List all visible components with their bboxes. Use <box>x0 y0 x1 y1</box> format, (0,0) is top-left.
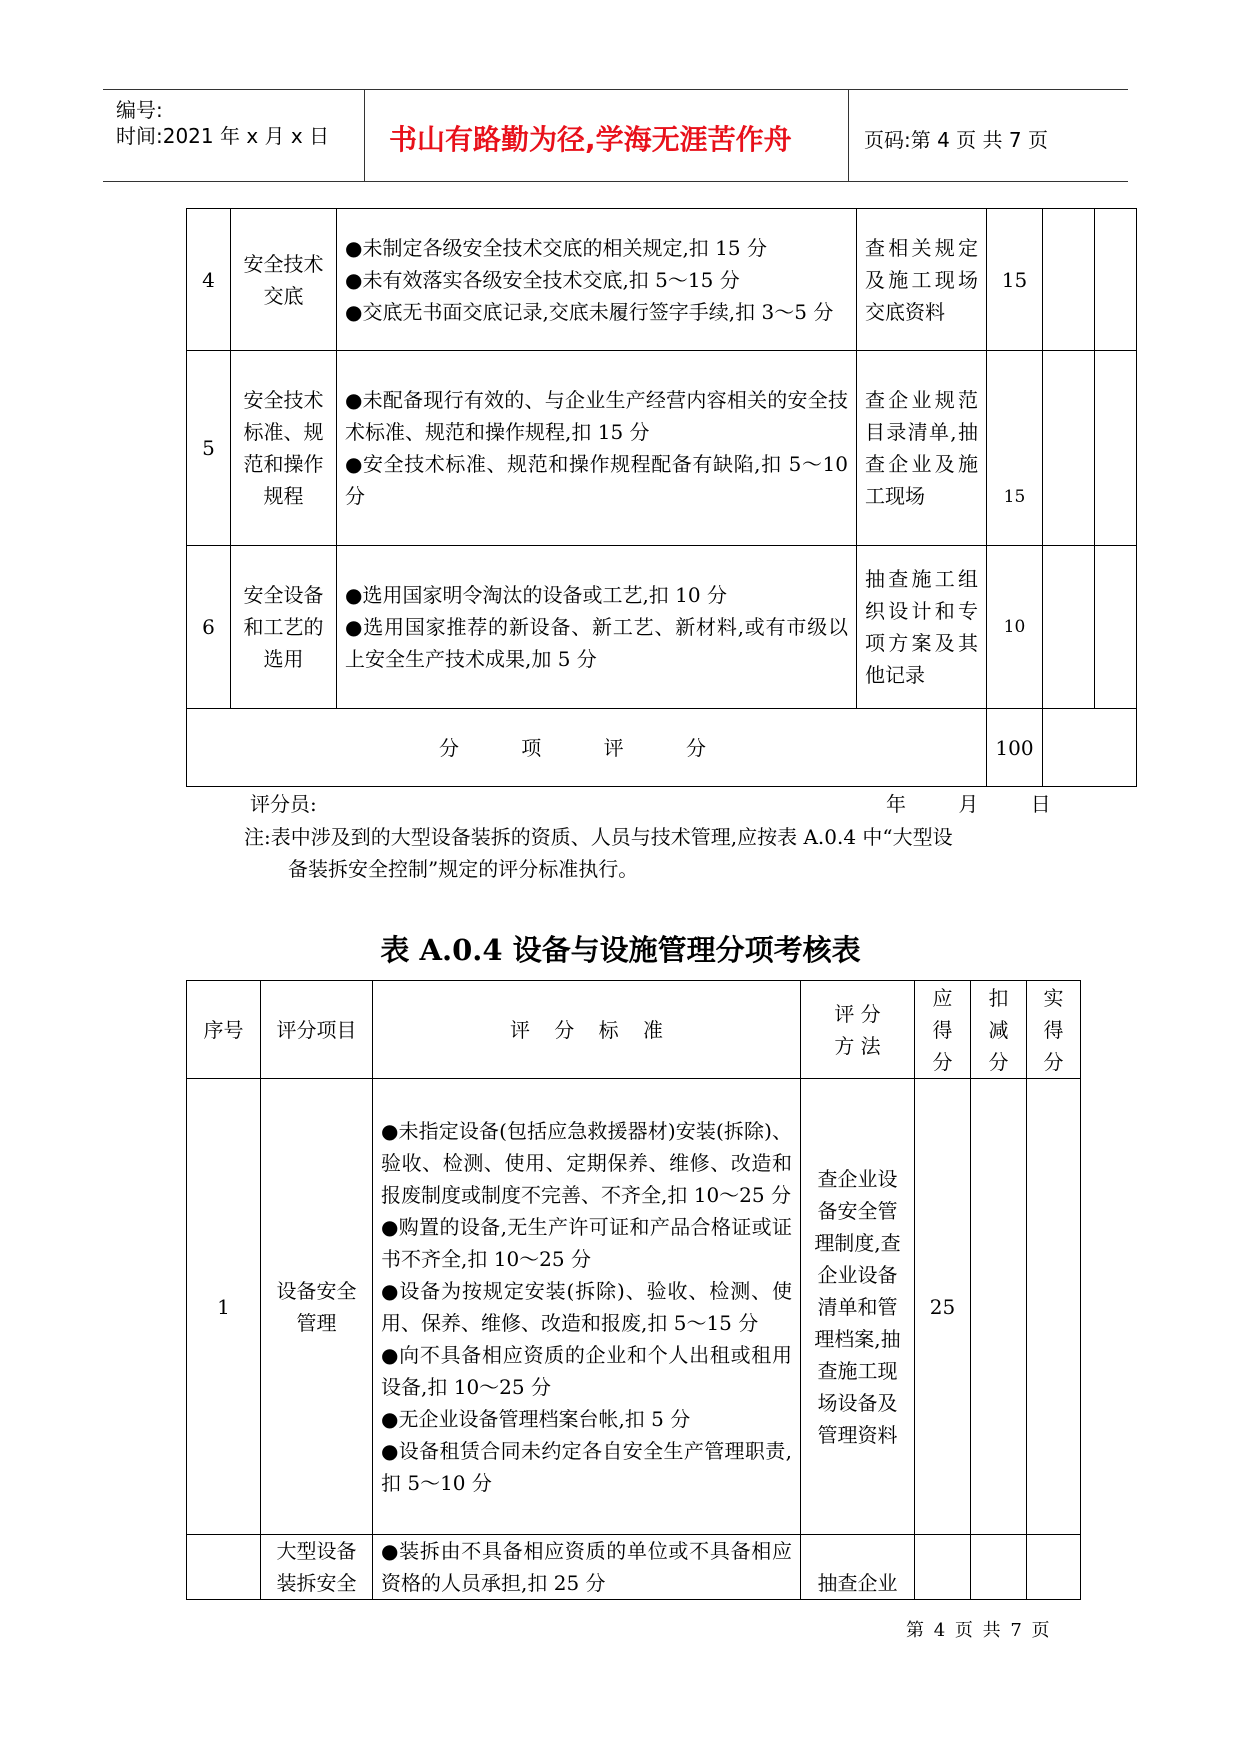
score-cell: 15 <box>987 351 1043 546</box>
doc-time-label: 时间:2021 年 x 月 x 日 <box>116 124 330 148</box>
page-footer: 第 4 页 共 7 页 <box>906 1620 1050 1641</box>
doc-number-label: 编号: <box>116 98 163 122</box>
header-top-rule <box>103 89 1128 90</box>
note-line-2: 备装拆安全控制”规定的评分标准执行。 <box>288 857 639 881</box>
seq-cell <box>187 1535 261 1600</box>
method-cell: 查企业规范目录清单,抽查企业及施工现场 <box>857 351 987 546</box>
header-divider-left <box>364 89 365 181</box>
header-seq: 序号 <box>187 981 261 1079</box>
score-date: 年 月 日 <box>886 792 1051 816</box>
criteria-line: ●交底无书面交底记录,交底未履行签字手续,扣 3～5 分 <box>345 299 834 324</box>
actual-cell <box>1027 1535 1081 1600</box>
item-cell: 安全设备和工艺的选用 <box>231 546 337 709</box>
header-deduct: 扣减分 <box>971 981 1027 1079</box>
page-number-label: 页码:第 4 页 共 7 页 <box>864 128 1048 152</box>
table-row <box>187 546 1137 709</box>
subtotal-score: 100 <box>987 709 1043 787</box>
header-row <box>187 981 1081 1079</box>
score-cell <box>915 1535 971 1600</box>
criteria-line: ●未指定设备(包括应急救援器材)安装(拆除)、验收、检测、使用、定期保养、维修、改造和报废制度或制度不完善、不齐全,扣 10～25 分 <box>381 1118 792 1207</box>
seq-cell: 4 <box>187 209 231 351</box>
deduct-cell <box>1043 351 1095 546</box>
table-title: 表 A.0.4 设备与设施管理分项考核表 <box>380 933 861 967</box>
header-due: 应得分 <box>915 981 971 1079</box>
method-cell: 抽查企业 <box>801 1535 915 1600</box>
method-cell: 抽查施工组织设计和专项方案及其他记录 <box>857 546 987 709</box>
criteria-cell <box>337 546 857 709</box>
item-cell: 设备安全管理 <box>261 1079 373 1535</box>
criteria-line: ●未有效落实各级安全技术交底,扣 5～15 分 <box>345 267 740 292</box>
deduct-cell <box>971 1079 1027 1535</box>
header-criteria: 评 分 标 准 <box>373 981 801 1079</box>
criteria-line: ●未制定各级安全技术交底的相关规定,扣 15 分 <box>345 235 767 260</box>
criteria-line: ●安全技术标准、规范和操作规程配备有缺陷,扣 5～10 分 <box>345 452 848 508</box>
criteria-line: ●设备租赁合同未约定各自安全生产管理职责,扣 5～10 分 <box>381 1438 792 1495</box>
criteria-cell <box>337 351 857 546</box>
note-line-1: 注:表中涉及到的大型设备装拆的资质、人员与技术管理,应按表 A.0.4 中“大型设 <box>244 825 953 849</box>
subtotal-label: 分 项 评 分 <box>187 709 987 787</box>
score-cell: 10 <box>987 546 1043 709</box>
table-row <box>187 1535 1081 1600</box>
method-cell: 查相关规定及施工现场交底资料 <box>857 209 987 351</box>
header-actual: 实得分 <box>1027 981 1081 1079</box>
actual-cell <box>1095 546 1137 709</box>
criteria-line: ●设备为按规定安装(拆除)、验收、检测、使用、保养、维修、改造和报废,扣 5～15 分 <box>381 1278 792 1335</box>
item-cell: 安全技术交底 <box>231 209 337 351</box>
seq-cell: 6 <box>187 546 231 709</box>
criteria-line: ●购置的设备,无生产许可证和产品合格证或证书不齐全,扣 10～25 分 <box>381 1214 792 1271</box>
criteria-cell <box>373 1535 801 1600</box>
criteria-line: ●未配备现行有效的、与企业生产经营内容相关的安全技术标准、规范和操作规程,扣 15 分 <box>345 388 848 444</box>
score-cell: 25 <box>915 1079 971 1535</box>
criteria-line: ●选用国家推荐的新设备、新工艺、新材料,或有市级以上安全生产技术成果,加 5 分 <box>345 615 848 671</box>
table-equipment <box>186 980 1081 1600</box>
seq-cell: 1 <box>187 1079 261 1535</box>
deduct-cell <box>1043 209 1095 351</box>
actual-cell <box>1027 1079 1081 1535</box>
deduct-cell <box>1043 546 1095 709</box>
header-divider-right <box>848 89 849 181</box>
item-cell: 大型设备装拆安全 <box>261 1535 373 1600</box>
method-cell: 查企业设备安全管理制度,查企业设备清单和管理档案,抽查施工现场设备及管理资料 <box>801 1079 915 1535</box>
table-row <box>187 351 1137 546</box>
score-cell: 15 <box>987 209 1043 351</box>
header-method: 评 分 方 法 <box>801 981 915 1079</box>
item-cell: 安全技术标准、规范和操作规程 <box>231 351 337 546</box>
subtotal-blank <box>1043 709 1137 787</box>
criteria-line: ●向不具备相应资质的企业和个人出租或租用设备,扣 10～25 分 <box>381 1342 792 1399</box>
header-motto: 书山有路勤为径,学海无涯苦作舟 <box>389 123 792 156</box>
table-continuation <box>186 208 1137 787</box>
criteria-line: ●装拆由不具备相应资质的单位或不具备相应资格的人员承担,扣 25 分 <box>381 1539 792 1595</box>
actual-cell <box>1095 209 1137 351</box>
criteria-cell <box>373 1079 801 1535</box>
criteria-line: ●无企业设备管理档案台帐,扣 5 分 <box>381 1406 691 1431</box>
table-row <box>187 209 1137 351</box>
scorer-label: 评分员: <box>250 792 317 816</box>
deduct-cell <box>971 1535 1027 1600</box>
table-row <box>187 1079 1081 1535</box>
criteria-cell <box>337 209 857 351</box>
subtotal-row <box>187 709 1137 787</box>
criteria-line: ●选用国家明令淘汰的设备或工艺,扣 10 分 <box>345 583 727 607</box>
header-bottom-rule <box>103 181 1128 182</box>
header-item: 评分项目 <box>261 981 373 1079</box>
actual-cell <box>1095 351 1137 546</box>
seq-cell: 5 <box>187 351 231 546</box>
